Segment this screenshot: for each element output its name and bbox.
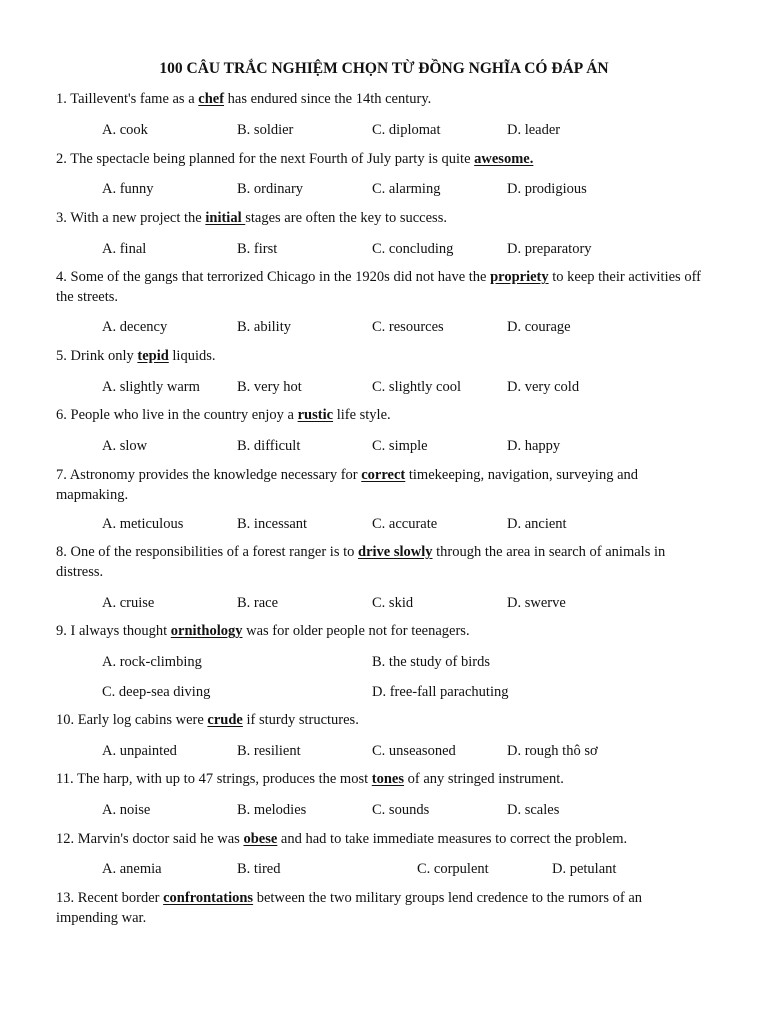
question-number: 8.	[56, 544, 67, 560]
answer-option[interactable]: C. alarming	[372, 181, 441, 197]
answer-option[interactable]: D. free-fall parachuting	[372, 684, 509, 700]
options-row	[0, 859, 768, 879]
answer-option[interactable]: B. soldier	[237, 122, 294, 138]
answer-option[interactable]: B. first	[237, 241, 278, 257]
options-row	[0, 239, 768, 259]
answer-option[interactable]: C. simple	[372, 438, 428, 454]
question-number: 10.	[56, 712, 75, 728]
answer-option[interactable]: A. funny	[102, 181, 154, 197]
answer-option[interactable]: A. slightly warm	[102, 379, 200, 395]
answer-option[interactable]: A. cook	[102, 122, 148, 138]
answer-option[interactable]: B. tired	[237, 861, 281, 877]
question-text-after: was for older people not for teenagers.	[242, 623, 470, 639]
question-text-before: Taillevent's fame as a	[70, 91, 199, 107]
question-text-before: Recent border	[77, 890, 164, 906]
answer-option[interactable]: C. concluding	[372, 241, 454, 257]
question-text-after: liquids.	[168, 348, 216, 364]
answer-option[interactable]: C. sounds	[372, 802, 430, 818]
answer-option[interactable]: C. corpulent	[417, 861, 489, 877]
question-4	[56, 268, 706, 307]
question-keyword: confrontations	[163, 890, 254, 906]
answer-option[interactable]: D. petulant	[552, 861, 617, 877]
question-3	[56, 209, 706, 229]
question-text-before: The harp, with up to 47 strings, produces the most	[76, 771, 372, 787]
question-number: 4.	[56, 269, 67, 285]
question-keyword: correct	[361, 467, 406, 483]
answer-option[interactable]: B. the study of birds	[372, 654, 491, 670]
answer-option[interactable]: A. cruise	[102, 595, 155, 611]
answer-option[interactable]: B. race	[237, 595, 279, 611]
question-keyword: tepid	[137, 348, 169, 364]
question-keyword: rustic	[297, 407, 334, 423]
answer-option[interactable]: C. resources	[372, 319, 444, 335]
answer-option[interactable]: B. melodies	[237, 802, 307, 818]
question-text-after: has endured since the 14th century.	[224, 91, 432, 107]
question-text-before: Marvin's doctor said he was	[77, 831, 244, 847]
options-row	[0, 436, 768, 456]
question-keyword: ornithology	[170, 623, 243, 639]
question-keyword: chef	[198, 91, 225, 107]
question-number: 9.	[56, 623, 67, 639]
answer-option[interactable]: D. happy	[507, 438, 561, 454]
question-number: 11.	[56, 771, 74, 787]
question-2	[56, 150, 706, 170]
answer-option[interactable]: A. slow	[102, 438, 148, 454]
options-row	[0, 377, 768, 397]
page-title: 100 CÂU TRẮC NGHIỆM CHỌN TỪ ĐỒNG NGHĨA CÓ ĐÁP ÁN	[159, 60, 609, 77]
question-text-before: Astronomy provides the knowledge necessary for	[69, 467, 362, 483]
question-text-before: Early log cabins were	[77, 712, 208, 728]
question-number: 13.	[56, 890, 75, 906]
options-row	[0, 120, 768, 140]
answer-option[interactable]: B. very hot	[237, 379, 302, 395]
question-keyword: obese	[243, 831, 278, 847]
question-9	[56, 622, 706, 642]
question-text-after: to keep their activities off the streets.	[56, 269, 701, 305]
answer-option[interactable]: A. noise	[102, 802, 151, 818]
answer-option[interactable]: B. incessant	[237, 516, 308, 532]
question-keyword: crude	[207, 712, 243, 728]
question-number: 6.	[56, 407, 67, 423]
question-keyword: propriety	[490, 269, 549, 285]
question-text-before: Some of the gangs that terrorized Chicago in the 1920s did not have the	[70, 269, 491, 285]
question-text-after: and had to take immediate measures to correct the problem.	[277, 831, 628, 847]
answer-option[interactable]: C. diplomat	[372, 122, 441, 138]
question-number: 2.	[56, 151, 67, 167]
answer-option[interactable]: C. slightly cool	[372, 379, 462, 395]
question-keyword: initial	[205, 210, 246, 226]
question-text-after: timekeeping, navigation, surveying and mapmaking.	[56, 467, 639, 503]
options-row	[0, 741, 768, 761]
answer-option[interactable]: A. rock-climbing	[102, 654, 202, 670]
question-text-after: of any stringed instrument.	[404, 771, 564, 787]
question-12	[56, 830, 706, 850]
answer-option[interactable]: C. unseasoned	[372, 743, 456, 759]
question-number: 12.	[56, 831, 75, 847]
options-row	[0, 317, 768, 337]
question-text-after: through the area in search of animals in distress.	[56, 544, 666, 580]
options-row	[0, 179, 768, 199]
answer-option[interactable]: D. preparatory	[507, 241, 592, 257]
question-text-after: if sturdy structures.	[242, 712, 359, 728]
answer-option[interactable]: D. prodigious	[507, 181, 587, 197]
question-text-after: between the two military groups lend credence to the rumors of an impending war.	[56, 890, 643, 926]
question-keyword: tones	[371, 771, 404, 787]
question-text-before: Drink only	[70, 348, 138, 364]
answer-option[interactable]: D. scales	[507, 802, 560, 818]
question-text-before: One of the responsibilities of a forest ranger is to	[70, 544, 359, 560]
question-text-before: I always thought	[70, 623, 171, 639]
options-row	[0, 800, 768, 820]
answer-option[interactable]: B. resilient	[237, 743, 301, 759]
answer-option[interactable]: A. unpainted	[102, 743, 177, 759]
question-number: 3.	[56, 210, 67, 226]
question-8	[56, 543, 706, 582]
question-keyword: drive slowly	[358, 544, 433, 560]
answer-option[interactable]: C. deep-sea diving	[102, 684, 211, 700]
question-10	[56, 711, 706, 731]
options-row	[0, 682, 768, 702]
answer-option[interactable]: B. ability	[237, 319, 291, 335]
answer-option[interactable]: A. final	[102, 241, 147, 257]
answer-option[interactable]: D. courage	[507, 319, 571, 335]
options-row	[0, 593, 768, 613]
options-row	[0, 652, 768, 672]
answer-option[interactable]: C. skid	[372, 595, 414, 611]
question-text-after: life style.	[333, 407, 391, 423]
answer-option[interactable]: D. very cold	[507, 379, 580, 395]
question-number: 7.	[56, 467, 67, 483]
answer-option[interactable]: A. decency	[102, 319, 168, 335]
options-row	[0, 514, 768, 534]
answer-option[interactable]: C. accurate	[372, 516, 438, 532]
answer-option[interactable]: D. ancient	[507, 516, 567, 532]
answer-option[interactable]: D. rough thô sơ	[507, 743, 598, 759]
question-1	[56, 90, 706, 110]
question-text-before: With a new project the	[70, 210, 206, 226]
question-keyword: awesome.	[474, 151, 534, 167]
question-text-after: stages are often the key to success.	[245, 210, 447, 226]
question-number: 5.	[56, 348, 67, 364]
question-text-before: People who live in the country enjoy a	[70, 407, 298, 423]
answer-option[interactable]: B. difficult	[237, 438, 301, 454]
question-5	[56, 347, 706, 367]
question-13	[56, 889, 706, 928]
answer-option[interactable]: B. ordinary	[237, 181, 304, 197]
question-7	[56, 466, 706, 505]
question-number: 1.	[56, 91, 67, 107]
question-11	[56, 770, 706, 790]
answer-option[interactable]: A. meticulous	[102, 516, 184, 532]
answer-option[interactable]: D. leader	[507, 122, 561, 138]
answer-option[interactable]: D. swerve	[507, 595, 566, 611]
question-text-before: The spectacle being planned for the next Fourth of July party is quite	[70, 151, 475, 167]
answer-option[interactable]: A. anemia	[102, 861, 162, 877]
question-6	[56, 406, 706, 426]
